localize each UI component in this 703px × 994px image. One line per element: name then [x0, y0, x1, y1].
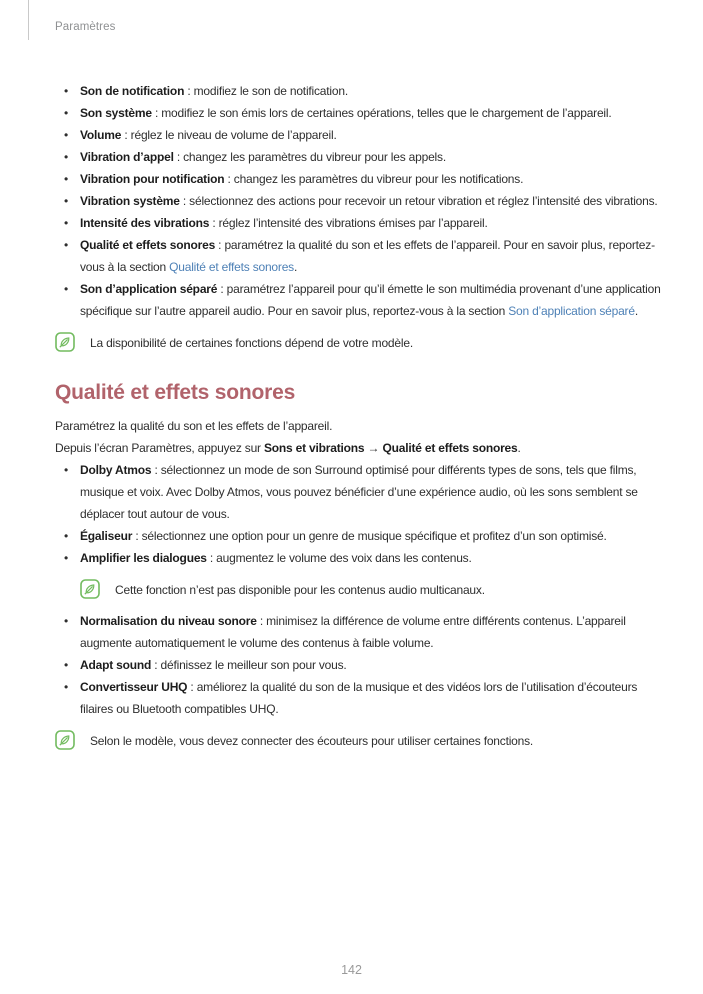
- list-item: [55, 80, 665, 102]
- list-item: [55, 212, 665, 234]
- list-item-text: [80, 190, 665, 212]
- bold-run: Égaliseur: [80, 529, 133, 543]
- inline-link[interactable]: Qualité et effets sonores: [169, 260, 294, 274]
- text-run: : sélectionnez une option pour un genre de musique spécifique et profitez d’un son optimisé.: [132, 529, 607, 543]
- text-run: .: [293, 260, 298, 274]
- paragraph: [55, 415, 665, 437]
- list-item-text: [80, 610, 665, 654]
- list-item: [55, 676, 665, 720]
- text-run: .: [517, 441, 521, 455]
- bold-run: Intensité des vibrations: [80, 216, 210, 230]
- bold-run: Son de notification: [80, 84, 185, 98]
- bullet-marker: •: [64, 238, 69, 252]
- list-item: [55, 654, 665, 676]
- bold-run: Normalisation du niveau sonore: [80, 614, 257, 628]
- bold-run: Amplifier les dialogues: [80, 551, 207, 565]
- bullet-marker: •: [64, 128, 69, 142]
- list-item-text: [80, 212, 665, 234]
- list-item-text: [80, 459, 665, 525]
- text-run: : réglez le niveau de volume de l’appareil.: [121, 128, 337, 142]
- bold-run: Qualité et effets sonores: [382, 441, 518, 455]
- bold-run: Adapt sound: [80, 658, 152, 672]
- note-text: La disponibilité de certaines fonctions dépend de votre modèle.: [90, 336, 413, 350]
- bullet-marker: •: [64, 106, 69, 120]
- list-item-text: [80, 278, 665, 322]
- bullet-marker: •: [64, 194, 69, 208]
- sound-settings-list: [55, 80, 665, 322]
- section-title: Qualité et effets sonores: [55, 381, 296, 404]
- list-item-text: [80, 102, 665, 124]
- list-item: [55, 168, 665, 190]
- text-run: →: [364, 441, 383, 455]
- list-item: [55, 525, 665, 547]
- page-content: [55, 80, 665, 752]
- list-item-text: [80, 80, 665, 102]
- list-item: [55, 124, 665, 146]
- text-run: : améliorez la qualité du son de la musique et des vidéos lors de l’utilisation d’écouteurs filaires ou Bluetooth compatibles UHQ.: [80, 680, 638, 716]
- bullet-marker: •: [64, 150, 69, 164]
- sound-quality-list-a: [55, 459, 665, 569]
- note-leaf-icon: [55, 332, 75, 352]
- sound-quality-list-b: [55, 610, 665, 720]
- page-number: 142: [341, 963, 362, 977]
- list-item: [55, 234, 665, 278]
- list-item: [55, 610, 665, 654]
- header-rule: [28, 0, 29, 40]
- note-leaf-icon: [55, 730, 75, 750]
- text-run: : minimisez la différence de volume entre différents contenus. L’appareil augmente automatiquement le volume des contenus à faible volume.: [80, 614, 626, 650]
- list-item: [55, 146, 665, 168]
- bullet-marker: •: [64, 614, 69, 628]
- list-item: [55, 278, 665, 322]
- bold-run: Convertisseur UHQ: [80, 680, 188, 694]
- bullet-marker: •: [64, 680, 69, 694]
- bullet-marker: •: [64, 658, 69, 672]
- multichannel-note: [80, 578, 665, 601]
- bold-run: Sons et vibrations: [263, 441, 365, 455]
- bullet-marker: •: [64, 529, 69, 543]
- list-item-text: [80, 676, 665, 720]
- section-intro: [55, 415, 665, 459]
- list-item: [55, 102, 665, 124]
- bold-run: Son d’application séparé: [80, 282, 218, 296]
- bold-run: Volume: [80, 128, 122, 142]
- bold-run: Vibration d’appel: [80, 150, 174, 164]
- list-item-text: [80, 168, 665, 190]
- note-leaf-icon: [80, 579, 100, 599]
- list-item: [55, 459, 665, 525]
- list-item: [55, 190, 665, 212]
- note-text: Selon le modèle, vous devez connecter des écouteurs pour utiliser certaines fonctions.: [90, 734, 534, 748]
- list-item-text: [80, 124, 665, 146]
- bold-run: Vibration pour notification: [80, 172, 225, 186]
- list-item-text: [80, 547, 665, 569]
- text-run: : réglez l’intensité des vibrations émises par l’appareil.: [209, 216, 488, 230]
- list-item-text: [80, 525, 665, 547]
- note-text: Cette fonction n’est pas disponible pour les contenus audio multicanaux.: [115, 583, 485, 597]
- bold-run: Dolby Atmos: [80, 463, 152, 477]
- text-run: .: [634, 304, 638, 318]
- text-run: : définissez le meilleur son pour vous.: [151, 658, 347, 672]
- bullet-marker: •: [64, 282, 69, 296]
- bullet-marker: •: [64, 463, 69, 477]
- text-run: : modifiez le son de notification.: [184, 84, 348, 98]
- paragraph: [55, 437, 665, 459]
- text-run: : modifiez le son émis lors de certaines opérations, telles que le chargement de l’appareil.: [151, 106, 612, 120]
- text-run: : sélectionnez un mode de son Surround optimisé pour différents types de sons, tels que films, musique et voix. Avec Dolby Atmos, vous pouvez bénéficier d’une expérience audio, où les sons semblent se déplacer tout autour de vous.: [80, 463, 638, 521]
- text-run: : paramétrez la qualité du son et les effets de l’appareil. Pour en savoir plus, reportez-vous à la section: [80, 238, 655, 274]
- availability-note: [55, 331, 665, 354]
- list-item: [55, 547, 665, 569]
- text-run: : augmentez le volume des voix dans les contenus.: [206, 551, 472, 565]
- text-run: Depuis l’écran Paramètres, appuyez sur: [55, 441, 264, 455]
- text-run: : paramétrez l’appareil pour qu’il émette le son multimédia provenant d’une application spécifique sur l’autre appareil audio. Pour en savoir plus, reportez-vous à la section: [80, 282, 661, 318]
- bold-run: Vibration système: [80, 194, 180, 208]
- headphones-note: [55, 729, 665, 752]
- inline-link[interactable]: Son d’application séparé: [508, 304, 635, 318]
- text-run: : changez les paramètres du vibreur pour les appels.: [173, 150, 446, 164]
- bold-run: Son système: [80, 106, 152, 120]
- list-item-text: [80, 146, 665, 168]
- bullet-marker: •: [64, 172, 69, 186]
- list-item-text: [80, 234, 665, 278]
- text-run: : sélectionnez des actions pour recevoir un retour vibration et réglez l’intensité des vibrations.: [179, 194, 658, 208]
- text-run: : changez les paramètres du vibreur pour les notifications.: [224, 172, 524, 186]
- page-header-label: Paramètres: [55, 21, 116, 33]
- bullet-marker: •: [64, 216, 69, 230]
- bullet-marker: •: [64, 84, 69, 98]
- text-run: Paramétrez la qualité du son et les effets de l’appareil.: [55, 419, 333, 433]
- bold-run: Qualité et effets sonores: [80, 238, 216, 252]
- list-item-text: [80, 654, 665, 676]
- bullet-marker: •: [64, 551, 69, 565]
